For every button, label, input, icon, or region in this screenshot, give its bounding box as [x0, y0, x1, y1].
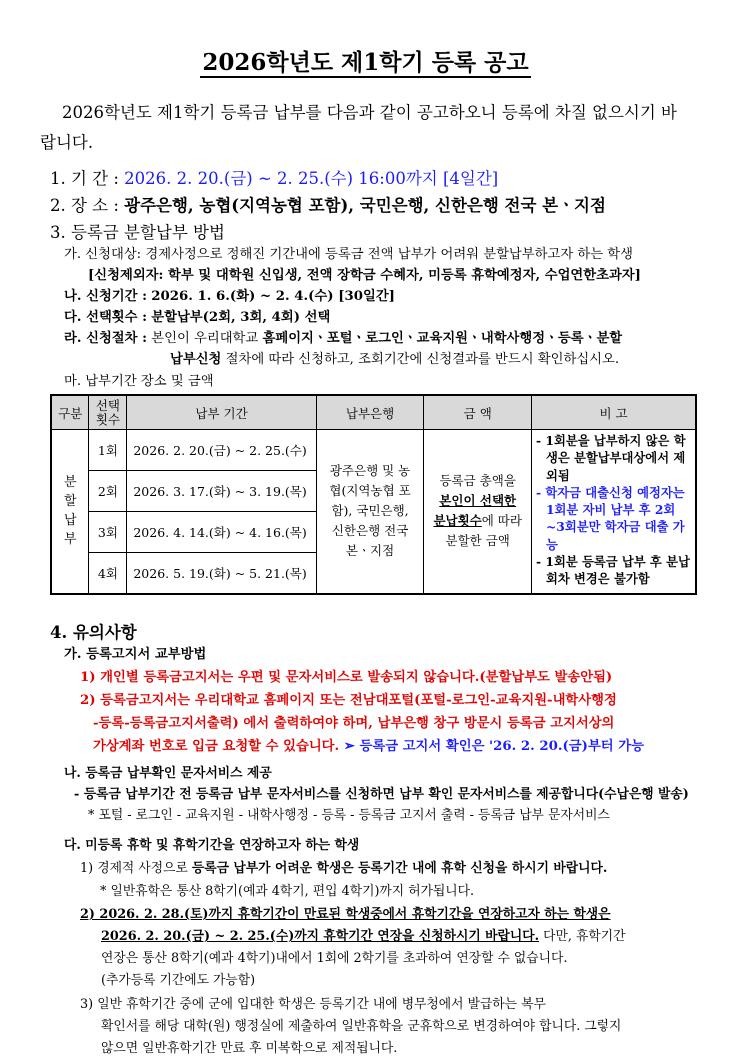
note-item: - 1회분 등록금 납부 후 분납 회차 변경은 불가함	[536, 554, 690, 587]
leave-item-1-pre: 1) 경제적 사정으로	[80, 861, 188, 876]
note-item: - 1회분을 납부하지 않은 학생은 분할납부대상에서 제외됨	[536, 433, 686, 483]
section-period	[50, 165, 498, 189]
section-notes-heading: 4. 유의사항	[50, 623, 137, 642]
application-period	[64, 285, 395, 304]
installment-table	[50, 394, 697, 595]
sms-service-heading: 나. 등록금 납부확인 문자서비스 제공	[64, 766, 272, 781]
section-installment-heading: 3. 등록금 분할납부 방법	[50, 223, 225, 242]
page-title: 2026학년도 제1학기 등록 공고	[202, 49, 529, 76]
notice-delivery-1: 1) 개인별 등록금고지서는 우편 및 문자서비스로 발송되지 않습니다.(분할납부도 발송안됨)	[80, 670, 613, 685]
selection-count-label: 다. 선택횟수 :	[64, 310, 148, 325]
application-period-value: 2026. 1. 6.(화) ~ 2. 4.(수) [30일간]	[151, 289, 395, 304]
amount-text: 등록금 총액을	[439, 473, 516, 489]
selection-count-value: 분할납부(2회, 3회, 4회) 선택	[151, 310, 331, 325]
leave-item-3b: 확인서를 해당 대학(원) 행정실에 제출하여 일반휴학을 군휴학으로 변경하여야 합니다. 그렇지	[101, 1019, 622, 1034]
period-cell: 2026. 5. 19.(화) ~ 5. 21.(목)	[127, 553, 316, 594]
period-value: 2026. 2. 20.(금) ~ 2. 25.(수) 16:00까지 [4일간]	[124, 169, 499, 188]
leave-item-2b	[101, 925, 625, 944]
note-cell	[532, 430, 697, 594]
header-period: 납부 기간	[127, 395, 316, 430]
leave-extension-deadline: 2026. 2. 20.(금) ~ 2. 25.(수)까지 휴학기간 연장을 신청하시기 바랍니다.	[101, 929, 540, 944]
note-item: - 학자금 대출신청 예정자는 1회분 자비 납부 후 2회~3회분만 학자금 대출 가능	[536, 484, 685, 552]
bank-cell: 광주은행 및 농협(지역농협 포함), 국민은행, 신한은행 전국 본ㆍ지점	[316, 430, 424, 594]
leave-heading: 다. 미등록 휴학 및 휴학기간을 연장하고자 하는 학생	[64, 838, 360, 853]
virtual-account-text: 가상계좌 번호로 입금 요청할 수 있습니다.	[93, 739, 340, 754]
count-cell: 1회	[89, 430, 127, 471]
application-period-label: 나. 신청기간 :	[64, 289, 148, 304]
header-bank: 납부은행	[316, 395, 424, 430]
leave-item-1-bold: 등록금 납부가 어려운 학생은 등록기간 내에 휴학 신청을 하시기 바랍니다.	[191, 861, 608, 876]
leave-item-2a: 2) 2026. 2. 28.(토)까지 휴학기간이 만료된 학생중에서 휴학기간을 연장하고자 하는 학생은	[80, 907, 611, 922]
count-cell: 2회	[89, 471, 127, 512]
header-note: 비 고	[532, 395, 697, 430]
header-count: 선택 횟수	[89, 395, 127, 430]
leave-item-3a: 3) 일반 휴학기간 중에 군에 입대한 학생은 등록기간 내에 병무청에서 발급하는 복무	[80, 997, 546, 1012]
application-procedure-cont	[170, 348, 619, 367]
leave-item-2d: (추가등록 기간에도 가능함)	[101, 973, 256, 988]
intro-paragraph: 2026학년도 제1학기 등록금 납부를 다음과 같이 공고하오니 등록에 차질 없으시기 바랍니다.	[40, 103, 677, 152]
period-cell: 2026. 2. 20.(금) ~ 2. 25.(수)	[127, 430, 316, 471]
procedure-label: 라. 신청절차 :	[64, 331, 148, 346]
leave-item-3c: 않으면 일반휴학기간 만료 후 미복학으로 제적됩니다.	[101, 1041, 398, 1056]
leave-item-2c: 연장은 통산 8학기(예과 4학기)내에서 1회에 2학기를 초과하여 연장할 수 없습니다.	[101, 951, 568, 966]
header-category: 구분	[51, 395, 89, 430]
amount-cell	[424, 430, 532, 594]
amount-text-3: 분할한 금액	[445, 533, 510, 549]
notice-delivery-2b: -등록-등록금고지서출력) 에서 출력하여야 하며, 납부은행 창구 방문시 등록금 고지서상의	[93, 716, 615, 731]
sms-service-desc: - 등록금 납부기간 전 등록금 납부 문자서비스를 신청하면 납부 확인 문자서비스를 제공합니다(수납은행 발송)	[74, 787, 689, 802]
procedure-text-end: 절차에 따라 신청하고, 조회기간에 신청결과를 반드시 확인하십시오.	[225, 352, 620, 367]
header-amount: 금 액	[424, 395, 532, 430]
count-cell: 3회	[89, 512, 127, 553]
count-cell: 4회	[89, 553, 127, 594]
period-cell: 2026. 4. 14.(화) ~ 4. 16.(목)	[127, 512, 316, 553]
place-value: 광주은행, 농협(지역농협 포함), 국민은행, 신한은행 전국 본ㆍ지점	[124, 196, 606, 215]
leave-item-1	[80, 857, 607, 876]
amount-emphasis-2: 분납횟수	[433, 513, 482, 529]
selection-count	[64, 306, 330, 325]
period-label: 1. 기 간 :	[50, 169, 119, 188]
amount-text-2: 에 따라	[481, 513, 522, 529]
payment-info-heading: 마. 납부기간 장소 및 금액	[64, 374, 214, 389]
procedure-path-end: 납부신청	[170, 352, 222, 367]
installment-exclusions: [신청제외자: 학부 및 대학원 신입생, 전액 장학금 수혜자, 미등록 휴학예정자, 수업연한초과자]	[88, 268, 641, 283]
procedure-path: 홈페이지ㆍ포털ㆍ로그인ㆍ교육지원ㆍ내학사행정ㆍ등록ㆍ분할	[262, 331, 623, 346]
table-row	[51, 430, 696, 471]
application-procedure	[64, 327, 622, 346]
installment-target: 가. 신청대상: 경제사정으로 정해진 기간내에 등록금 전액 납부가 어려워 분할납부하고자 하는 학생	[64, 247, 633, 262]
amount-emphasis: 본인이 선택한	[439, 493, 517, 509]
category-cell: 분할 납부	[51, 430, 89, 594]
notice-delivery-2a: 2) 등록금고지서는 우리대학교 홈페이지 또는 전남대포털(포털-로그인-교육지원-내학사행정	[80, 693, 617, 708]
notice-delivery-2c	[93, 735, 644, 754]
notice-delivery-heading: 가. 등록고지서 교부방법	[64, 647, 207, 662]
section-place	[50, 192, 606, 216]
sms-service-path: * 포털 - 로그인 - 교육지원 - 내학사행정 - 등록 - 등록금 고지서 출력 - 등록금 납부 문자서비스	[88, 808, 610, 823]
leave-item-1-note: * 일반휴학은 통산 8학기(예과 4학기, 편입 4학기)까지 허가됩니다.	[100, 884, 475, 899]
period-cell: 2026. 3. 17.(화) ~ 3. 19.(목)	[127, 471, 316, 512]
leave-extension-note: 다만, 휴학기간	[543, 929, 626, 944]
place-label: 2. 장 소 :	[50, 196, 119, 215]
procedure-text: 본인이 우리대학교	[151, 331, 259, 346]
table-header-row	[51, 395, 696, 430]
notice-check-date: ➢ 등록금 고지서 확인은 '26. 2. 20.(금)부터 가능	[343, 739, 644, 754]
